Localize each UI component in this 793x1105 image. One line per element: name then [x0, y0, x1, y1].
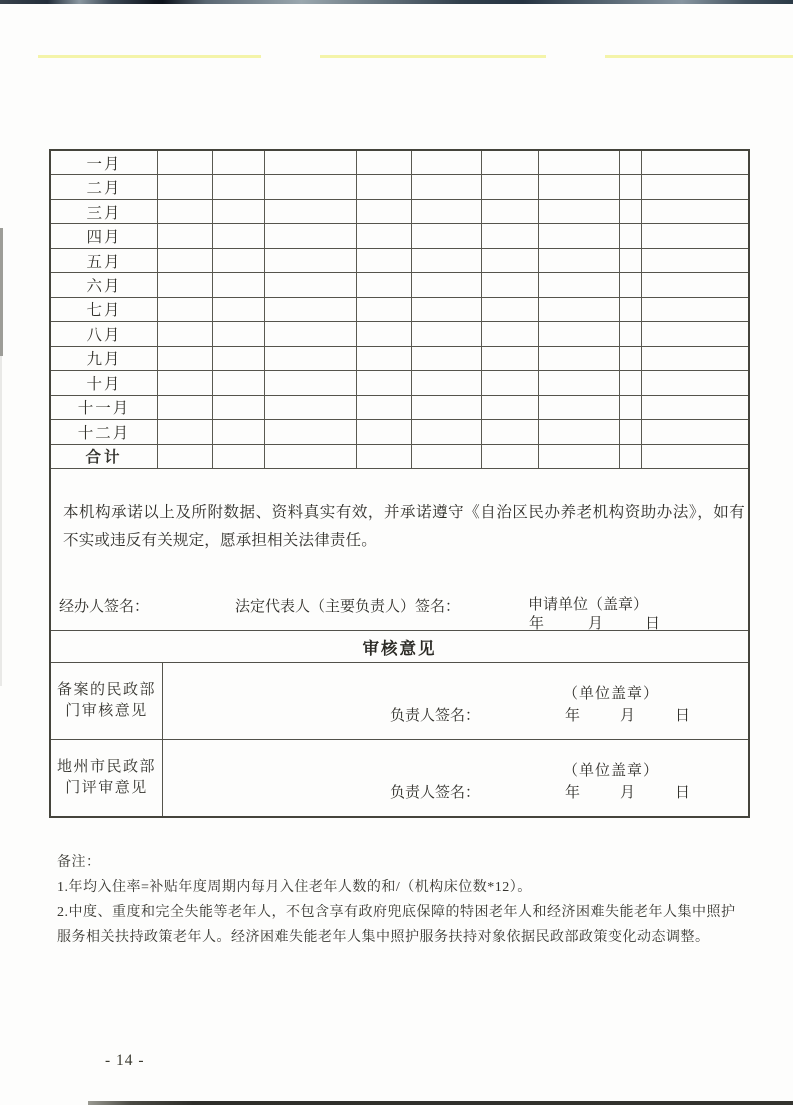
empty-cell: [265, 420, 357, 443]
empty-cell: [412, 371, 482, 394]
month-label: 七月: [51, 298, 158, 321]
empty-cell: [482, 151, 539, 174]
scan-artifact-left-edge: [0, 228, 3, 356]
month-label: 六月: [51, 273, 158, 296]
empty-cell: [213, 396, 265, 419]
table-row-november: [51, 396, 748, 420]
empty-cell: [620, 175, 642, 198]
empty-cell: [158, 224, 213, 247]
scan-artifact-top-edge: [0, 0, 793, 4]
empty-cell: [265, 371, 357, 394]
empty-cell: [482, 347, 539, 370]
empty-cell: [642, 249, 748, 272]
empty-cell: [539, 224, 620, 247]
month-label: 一月: [51, 151, 158, 174]
empty-cell: [265, 396, 357, 419]
table-row-april: [51, 224, 748, 248]
empty-cell: [482, 420, 539, 443]
empty-cell: [213, 322, 265, 345]
month-label: 九月: [51, 347, 158, 370]
empty-cell: [620, 298, 642, 321]
prefecture-authority-content: [163, 740, 748, 816]
empty-cell: [620, 396, 642, 419]
empty-cell: [357, 273, 412, 296]
empty-cell: [539, 371, 620, 394]
empty-cell: [213, 151, 265, 174]
empty-cell: [642, 445, 748, 468]
empty-cell: [357, 396, 412, 419]
filing-authority-label: [51, 663, 163, 739]
empty-cell: [482, 445, 539, 468]
empty-cell: [620, 249, 642, 272]
empty-cell: [412, 224, 482, 247]
empty-cell: [265, 298, 357, 321]
empty-cell: [620, 200, 642, 223]
empty-cell: [357, 151, 412, 174]
empty-cell: [213, 347, 265, 370]
empty-cell: [620, 371, 642, 394]
empty-cell: [357, 200, 412, 223]
declaration-section: [51, 469, 748, 631]
note-item-2: 2.中度、重度和完全失能等老年人，不包含享有政府兜底保障的特困老年人和经济困难失能老年人集中照护服务相关扶持政策老年人。经济困难失能老年人集中照护服务扶持对象依据民政部政策变化动态调整。: [57, 905, 736, 945]
empty-cell: [213, 445, 265, 468]
subsidy-application-table: [49, 149, 750, 818]
empty-cell: [539, 175, 620, 198]
empty-cell: [620, 151, 642, 174]
empty-cell: [482, 273, 539, 296]
year-label: 年: [529, 616, 545, 632]
empty-cell: [158, 175, 213, 198]
empty-cell: [482, 249, 539, 272]
empty-cell: [213, 200, 265, 223]
empty-cell: [357, 445, 412, 468]
empty-cell: [412, 249, 482, 272]
total-label: 合计: [51, 445, 158, 468]
responsible-person-signature-label: 负责人签名：: [390, 785, 481, 801]
label-line-2: 门评审意见: [65, 780, 148, 796]
empty-cell: [642, 396, 748, 419]
empty-cell: [213, 175, 265, 198]
month-label: 月: [620, 785, 636, 801]
day-label: 日: [675, 708, 691, 724]
empty-cell: [482, 175, 539, 198]
empty-cell: [265, 175, 357, 198]
month-label: 二月: [51, 175, 158, 198]
empty-cell: [357, 420, 412, 443]
empty-cell: [539, 273, 620, 296]
empty-cell: [158, 396, 213, 419]
empty-cell: [265, 322, 357, 345]
empty-cell: [158, 273, 213, 296]
empty-cell: [412, 347, 482, 370]
empty-cell: [357, 322, 412, 345]
empty-cell: [158, 322, 213, 345]
day-label: 日: [645, 616, 661, 632]
declaration-text: 本机构承诺以上及所附数据、资料真实有效，并承诺遵守《自治区民办养老机构资助办法》，如有不实或违反有关规定，愿承担相关法律责任。: [63, 504, 745, 549]
label-line-1: 备案的民政部: [56, 682, 156, 698]
monthly-rows-grid: [51, 151, 748, 469]
table-row-may: [51, 249, 748, 273]
empty-cell: [265, 224, 357, 247]
empty-cell: [357, 175, 412, 198]
empty-cell: [158, 420, 213, 443]
review-opinion-title: 审核意见: [362, 638, 437, 658]
table-row-august: [51, 322, 748, 346]
empty-cell: [620, 445, 642, 468]
table-row-february: [51, 175, 748, 199]
empty-cell: [158, 298, 213, 321]
empty-cell: [482, 298, 539, 321]
month-label: 五月: [51, 249, 158, 272]
filing-authority-review-row: [51, 663, 748, 740]
highlight-line-right: [605, 55, 793, 58]
empty-cell: [642, 347, 748, 370]
empty-cell: [412, 298, 482, 321]
empty-cell: [620, 273, 642, 296]
empty-cell: [539, 445, 620, 468]
month-label: 四月: [51, 224, 158, 247]
empty-cell: [412, 322, 482, 345]
responsible-person-signature-label: 负责人签名：: [390, 708, 481, 724]
empty-cell: [642, 200, 748, 223]
table-row-january: [51, 151, 748, 175]
empty-cell: [539, 420, 620, 443]
scan-artifact-left-edge-faint: [0, 356, 2, 686]
empty-cell: [265, 249, 357, 272]
empty-cell: [412, 420, 482, 443]
month-label: 十月: [51, 371, 158, 394]
legal-representative-signature-label: 法定代表人（主要负责人）签名：: [235, 599, 461, 615]
empty-cell: [357, 371, 412, 394]
notes-section: [57, 850, 747, 950]
empty-cell: [482, 396, 539, 419]
empty-cell: [642, 298, 748, 321]
empty-cell: [213, 249, 265, 272]
prefecture-authority-review-row: [51, 740, 748, 816]
day-label: 日: [675, 785, 691, 801]
empty-cell: [482, 200, 539, 223]
empty-cell: [158, 371, 213, 394]
month-label: 十一月: [51, 396, 158, 419]
filing-authority-content: [163, 663, 748, 739]
empty-cell: [213, 298, 265, 321]
month-label: 三月: [51, 200, 158, 223]
table-row-december: [51, 420, 748, 444]
notes-title: 备注：: [57, 855, 101, 870]
highlight-line-center: [320, 55, 546, 58]
empty-cell: [642, 151, 748, 174]
empty-cell: [265, 445, 357, 468]
empty-cell: [539, 396, 620, 419]
empty-cell: [620, 347, 642, 370]
month-label: 月: [620, 708, 636, 724]
year-label: 年: [565, 785, 581, 801]
empty-cell: [539, 322, 620, 345]
empty-cell: [412, 175, 482, 198]
empty-cell: [265, 347, 357, 370]
page-number: - 14 -: [105, 1052, 145, 1069]
note-item-1: 1.年均入住率=补贴年度周期内每月入住老年人数的和/（机构床位数*12）。: [57, 880, 532, 895]
empty-cell: [158, 200, 213, 223]
empty-cell: [357, 298, 412, 321]
empty-cell: [642, 420, 748, 443]
table-row-july: [51, 298, 748, 322]
empty-cell: [482, 224, 539, 247]
empty-cell: [412, 396, 482, 419]
table-row-june: [51, 273, 748, 297]
table-row-march: [51, 200, 748, 224]
empty-cell: [539, 200, 620, 223]
empty-cell: [412, 445, 482, 468]
highlight-line-left: [38, 55, 261, 58]
table-row-october: [51, 371, 748, 395]
label-line-2: 门审核意见: [65, 703, 148, 719]
unit-seal-label: （单位盖章）: [563, 763, 660, 779]
prefecture-authority-label: [51, 740, 163, 816]
empty-cell: [539, 249, 620, 272]
month-label: 八月: [51, 322, 158, 345]
scan-artifact-bottom-edge: [88, 1101, 793, 1105]
empty-cell: [642, 371, 748, 394]
empty-cell: [265, 151, 357, 174]
empty-cell: [620, 420, 642, 443]
empty-cell: [642, 175, 748, 198]
empty-cell: [412, 200, 482, 223]
empty-cell: [213, 371, 265, 394]
empty-cell: [357, 347, 412, 370]
empty-cell: [642, 224, 748, 247]
empty-cell: [357, 249, 412, 272]
empty-cell: [357, 224, 412, 247]
empty-cell: [482, 322, 539, 345]
empty-cell: [265, 273, 357, 296]
table-row-total: [51, 445, 748, 469]
empty-cell: [412, 273, 482, 296]
empty-cell: [539, 347, 620, 370]
empty-cell: [158, 151, 213, 174]
empty-cell: [482, 371, 539, 394]
empty-cell: [620, 322, 642, 345]
operator-signature-label: 经办人签名：: [59, 599, 150, 615]
empty-cell: [158, 445, 213, 468]
review-opinion-header: [51, 631, 748, 663]
empty-cell: [412, 151, 482, 174]
applicant-unit-seal-label: 申请单位（盖章）: [528, 597, 649, 613]
year-label: 年: [565, 708, 581, 724]
label-line-1: 地州市民政部: [56, 759, 156, 775]
empty-cell: [213, 273, 265, 296]
empty-cell: [642, 322, 748, 345]
unit-seal-label: （单位盖章）: [563, 686, 660, 702]
empty-cell: [158, 347, 213, 370]
empty-cell: [213, 420, 265, 443]
empty-cell: [620, 224, 642, 247]
empty-cell: [539, 298, 620, 321]
empty-cell: [158, 249, 213, 272]
empty-cell: [642, 273, 748, 296]
empty-cell: [539, 151, 620, 174]
empty-cell: [265, 200, 357, 223]
month-label: 十二月: [51, 420, 158, 443]
month-label: 月: [588, 616, 604, 632]
table-row-september: [51, 347, 748, 371]
empty-cell: [213, 224, 265, 247]
